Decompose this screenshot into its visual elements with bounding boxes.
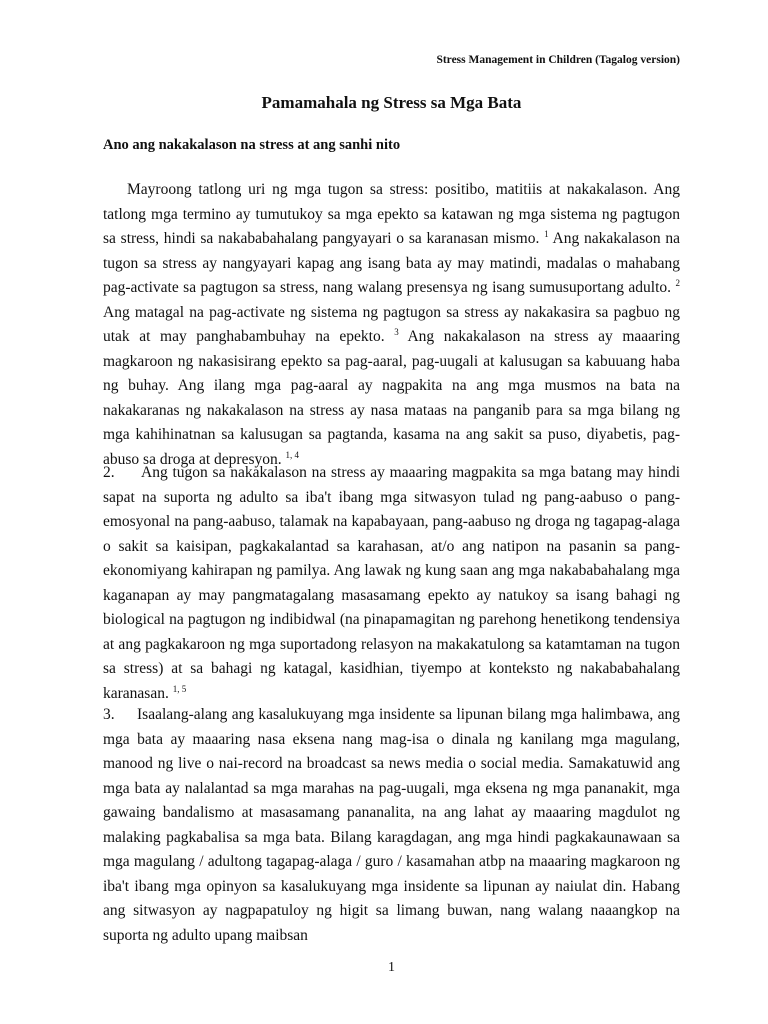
page-number: 1: [388, 960, 395, 975]
document-title: Pamamahala ng Stress sa Mga Bata: [261, 93, 522, 112]
footnote-ref: 1, 4: [285, 449, 300, 460]
footnote-ref: 1: [544, 229, 549, 239]
paragraph-3-text: Isaalang-alang ang kasalukuyang mga insidente sa lipunan bilang mga halimbawa, ang mga bata ay maaaring nasa eksena nang mag-isa o dinala ng kanilang mga magulang, manood ng live o nai-record na broadcast sa news media o social media. Samakatuwid ang mga bata ay nalalantad sa mga marahas na pag-uugali, mga eksena ng mga pananakit, mga gawaing bandalismo at masasamang pananalita, na ang lahat ay maaaring magdulot ng malaking pagkabalisa sa mga bata. Bilang karagdagan, ang mga hindi pagkakaunawaan sa mga magulang / adultong tagapag-alaga / guro / kasamahan atbp na maaaring magkaroon ng iba't ibang mga opinyon sa kasalukuyang mga insidente sa lipunan ay naiulat din. Habang ang sitwasyon ay nagpapatuloy ng higit sa limang buwan, nang walang naaangkop na suporta ng adulto upang maibsan: [103, 706, 680, 944]
paragraph-1-sentence-3: Ang matagal na pag-activate ng sistema ng pagtugon sa stress ay nakakasira sa pagbuo ng utak at may panghabambuhay na epekto.: [103, 303, 680, 345]
paragraph-2: [103, 461, 680, 706]
footnote-ref: 1, 5: [172, 683, 187, 694]
paragraph-1-sentence-1: Mayroong tatlong uri ng mga tugon sa stress: positibo, matitiis at nakakalason. Ang tatlong mga termino ay tumutukoy sa mga epekto sa katawan ng mga sistema ng pagtugon sa stress, hindi sa nakababahalang pangyayari o sa karanasan mismo.: [103, 181, 680, 247]
document-page: [103, 0, 680, 1024]
paragraph-2-number: 2.: [103, 464, 115, 481]
paragraph-3: [103, 703, 680, 948]
footnote-ref: 2: [675, 278, 680, 288]
paragraph-3-number: 3.: [103, 706, 115, 723]
paragraph-1-sentence-2: Ang nakakalason na tugon sa stress ay nangyayari kapag ang isang bata ay may matindi, madalas o mahabang pag-activate sa pagtugon sa stress, nang walang presensya ng isang sumusuportang adulto.: [103, 230, 680, 296]
footnote-ref: 3: [394, 327, 399, 337]
section-heading: Ano ang nakakalason na stress at ang sanhi nito: [103, 137, 401, 153]
paragraph-1-sentence-4: Ang nakakalason na stress ay maaaring magkaroon ng nakasisirang epekto sa pag-aaral, pag-uugali at kalusugan sa kabuuang haba ng buhay. Ang ilang mga pag-aaral ay nagpakita na ang mga musmos na bata na nakakaranas ng nakakalason na stress ay nasa mataas na panganib para sa mga bilang ng mga kahihinatnan sa kalusugan sa pagtanda, kasama na ang sakit sa puso, diyabetis, pag-abuso sa droga at depresyon.: [103, 328, 681, 468]
running-header: Stress Management in Children (Tagalog version): [436, 54, 680, 66]
paragraph-1: [103, 178, 680, 472]
paragraph-2-text: Ang tugon sa nakakalason na stress ay maaaring magpakita sa mga batang may hindi sapat na suporta ng adulto sa iba't ibang mga sitwasyon tulad ng pang-aabuso o pang-emosyonal na pang-aabuso, talamak na kapabayaan, pang-aabuso ng droga ng tagapag-alaga o sakit sa kaisipan, pagkakalantad sa karahasan, at/o ang natipon na pasanin sa pang-ekonomiyang kahirapan ng pamilya. Ang lawak ng kung saan ang mga nakababahalang mga kaganapan ay may pangmatagalang masasamang epekto ay natukoy sa isang bahagi ng biological na pagtugon ng indibidwal (na pinapamagitan ng parehong henetikong tendensiya at ang pagkakaroon ng mga suportadong relasyon na makakatulong sa katamtaman na tugon sa stress) at sa bahagi ng katagal, kasidhian, tiyempo at konteksto ng nakababahalang karanasan.: [103, 464, 680, 702]
